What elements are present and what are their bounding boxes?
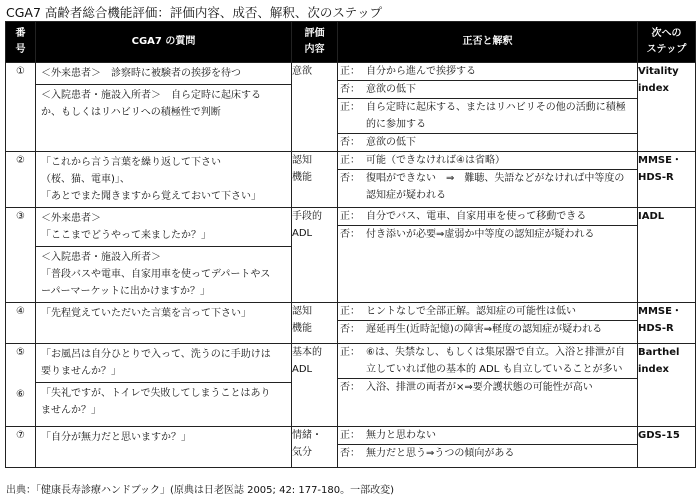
header-assessment: 正否と解釈	[338, 22, 638, 63]
cga7-table	[5, 21, 696, 468]
assessment-line	[338, 427, 637, 444]
next-step-label: HDS-R	[638, 172, 674, 183]
row-number: ③	[16, 211, 25, 222]
question-cell	[36, 344, 292, 427]
evaluation-content-cell	[292, 63, 338, 152]
question-line: ＜外来患者＞	[41, 213, 101, 224]
assessment-text: 自分でバス、電車、自家用車を使って移動できる	[366, 211, 587, 222]
table-row	[6, 303, 696, 344]
assessment-text: 付き添いが必要⇒虚弱か中等度の認知症が疑われる	[366, 229, 595, 240]
row-number: ⑤	[16, 347, 25, 358]
question-line: 「先程覚えていただいた言葉を言って下さい」	[41, 308, 251, 319]
evaluation-content: 意欲	[292, 66, 312, 77]
evaluation-content: ADL	[292, 228, 313, 239]
question-block	[36, 208, 291, 246]
assessment-line	[338, 80, 637, 98]
table-row	[6, 152, 696, 208]
next-step-label: HDS-R	[638, 323, 674, 334]
assessment-text: 意欲の低下	[366, 84, 416, 95]
question-line: （桜、猫、電車)」、	[41, 174, 130, 185]
question-line: ＜入院患者・施設入所者＞ 自ら定時に起床する	[41, 90, 261, 101]
question-line: 「自分が無力だと思いますか？」	[41, 432, 191, 443]
question-block	[36, 427, 291, 448]
assessment-cell	[338, 344, 638, 427]
next-step-cell	[638, 303, 696, 344]
assessment-line	[338, 208, 637, 225]
question-line: 「あとでまた聞きますから覚えておいて下さい」	[41, 191, 261, 202]
assessment-text: 入浴、排泄の両者が×⇒要介護状態の可能性が高い	[366, 382, 593, 393]
assessment-text: 自ら定時に起床する、またはリハビリその他の活動に積極的に参加する	[366, 102, 626, 130]
assessment-cell	[338, 63, 638, 152]
question-block	[36, 303, 291, 324]
question-line: 要りませんか？」	[41, 366, 121, 377]
evaluation-content: 気分	[292, 447, 312, 458]
next-step-label: MMSE・	[638, 155, 682, 166]
question-line: ＜入院患者・施設入所者＞	[41, 252, 161, 263]
row-number-cell	[6, 63, 36, 152]
result-prefix: 否：	[340, 382, 360, 393]
result-prefix: 否：	[340, 173, 360, 184]
assessment-line	[338, 133, 637, 151]
assessment-cell	[338, 427, 638, 468]
question-block	[36, 152, 291, 207]
row-number: ⑥	[16, 389, 25, 400]
assessment-line	[338, 63, 637, 80]
assessment-cell	[338, 152, 638, 208]
evaluation-content-cell	[292, 344, 338, 427]
assessment-line	[338, 169, 637, 204]
question-line: ませんか？」	[41, 405, 101, 416]
evaluation-content: 手段的	[292, 211, 322, 222]
assessment-line	[338, 152, 637, 169]
evaluation-content-cell	[292, 427, 338, 468]
evaluation-content: 機能	[292, 172, 312, 183]
row-number: ④	[16, 306, 25, 317]
row-number-cell	[6, 208, 36, 303]
assessment-text: 無力だと思う⇒うつの傾向がある	[366, 448, 515, 459]
question-line: ＜外来患者＞ 診察時に被験者の挨拶を待つ	[41, 68, 241, 79]
next-step-label: Barthel	[638, 347, 680, 358]
question-line: ーパーマーケットに出かけますか？」	[41, 286, 210, 297]
evaluation-content: 認知	[292, 155, 312, 166]
assessment-text: 復唱ができない ⇒ 難聴、失語などがなければ中等度の認知症が疑われる	[366, 173, 625, 201]
assessment-cell	[338, 303, 638, 344]
header-next-step: 次への ステップ	[638, 22, 696, 63]
next-step-cell	[638, 63, 696, 152]
table-row	[6, 344, 696, 427]
question-block	[36, 344, 291, 382]
result-prefix: 正：	[340, 155, 360, 166]
header-number: 番 号	[6, 22, 36, 63]
header-content: 評価 内容	[292, 22, 338, 63]
question-block	[36, 63, 291, 84]
result-prefix: 正：	[340, 102, 360, 113]
row-number: ①	[16, 66, 25, 77]
question-block	[36, 246, 291, 302]
next-step-label: GDS-15	[638, 430, 680, 441]
evaluation-content: 情緒・	[292, 430, 322, 441]
question-line: 「お風呂は自分ひとりで入って、洗うのに手助けは	[41, 349, 271, 360]
next-step-label: MMSE・	[638, 306, 682, 317]
assessment-text: 無力と思わない	[366, 430, 436, 441]
question-cell	[36, 303, 292, 344]
result-prefix: 否：	[340, 448, 360, 459]
row-number-cell	[6, 427, 36, 468]
assessment-line	[338, 320, 637, 338]
assessment-line	[338, 303, 637, 320]
assessment-text: 遅延再生(近時記憶)の障害⇒軽度の認知症が疑われる	[366, 324, 603, 335]
next-step-cell	[638, 344, 696, 427]
assessment-line	[338, 378, 637, 396]
result-prefix: 正：	[340, 211, 360, 222]
next-step-label: index	[638, 83, 669, 94]
result-prefix: 否：	[340, 84, 360, 95]
evaluation-content: ADL	[292, 364, 313, 375]
question-line: 「これから言う言葉を繰り返して下さい	[41, 157, 221, 168]
next-step-label: index	[638, 364, 669, 375]
result-prefix: 否：	[340, 324, 360, 335]
table-row	[6, 427, 696, 468]
result-prefix: 正：	[340, 66, 360, 77]
evaluation-content: 基本的	[292, 347, 322, 358]
assessment-text: 可能（できなければ④は省略）	[366, 155, 505, 166]
table-header-row	[6, 22, 696, 63]
question-cell	[36, 152, 292, 208]
assessment-line	[338, 344, 637, 378]
next-step-cell	[638, 208, 696, 303]
evaluation-content-cell	[292, 303, 338, 344]
next-step-label: Vitality	[638, 66, 679, 77]
result-prefix: 否：	[340, 229, 360, 240]
result-prefix: 正：	[340, 347, 360, 358]
table-row	[6, 208, 696, 303]
row-number-cell	[6, 303, 36, 344]
question-line: 「ここまでどうやって来ましたか？」	[41, 230, 211, 241]
question-cell	[36, 208, 292, 303]
source-citation: 出典：「健康長寿診療ハンドブック」(原典は日老医誌 2005; 42: 177-180。一部改変)	[6, 485, 395, 496]
evaluation-content-cell	[292, 152, 338, 208]
question-cell	[36, 63, 292, 152]
row-number-cell	[6, 344, 36, 427]
table-body	[6, 63, 696, 468]
assessment-line	[338, 444, 637, 462]
assessment-line	[338, 98, 637, 133]
evaluation-content: 機能	[292, 323, 312, 334]
result-prefix: 否：	[340, 137, 360, 148]
next-step-cell	[638, 152, 696, 208]
table-row	[6, 63, 696, 152]
result-prefix: 正：	[340, 306, 360, 317]
question-block	[36, 382, 291, 421]
question-line: 「普段バスや電車、自家用車を使ってデパートやス	[41, 269, 271, 280]
assessment-text: ヒントなしで全部正解。認知症の可能性は低い	[366, 306, 576, 317]
assessment-text: 意欲の低下	[366, 137, 416, 148]
assessment-text: ⑥は、失禁なし、もしくは集尿器で自立。入浴と排泄が自立していれば他の基本的 ADL も自立していることが多い	[366, 347, 625, 375]
question-line: 「失礼ですが、トイレで失敗してしまうことはあり	[41, 388, 271, 399]
assessment-line	[338, 225, 637, 243]
row-number: ⑦	[16, 430, 25, 441]
question-block	[36, 84, 291, 123]
question-cell	[36, 427, 292, 468]
assessment-cell	[338, 208, 638, 303]
next-step-label: IADL	[638, 211, 665, 222]
evaluation-content: 認知	[292, 306, 312, 317]
question-line: か、もしくはリハビリへの積極性で判断	[41, 107, 221, 118]
assessment-text: 自分から進んで挨拶する	[366, 66, 476, 77]
header-question: CGA7 の質問	[36, 22, 292, 63]
next-step-cell	[638, 427, 696, 468]
evaluation-content-cell	[292, 208, 338, 303]
document-title: CGA7 高齢者総合機能評価：評価内容、成否、解釈、次のステップ	[6, 5, 383, 20]
result-prefix: 正：	[340, 430, 360, 441]
row-number: ②	[16, 155, 25, 166]
row-number-cell	[6, 152, 36, 208]
